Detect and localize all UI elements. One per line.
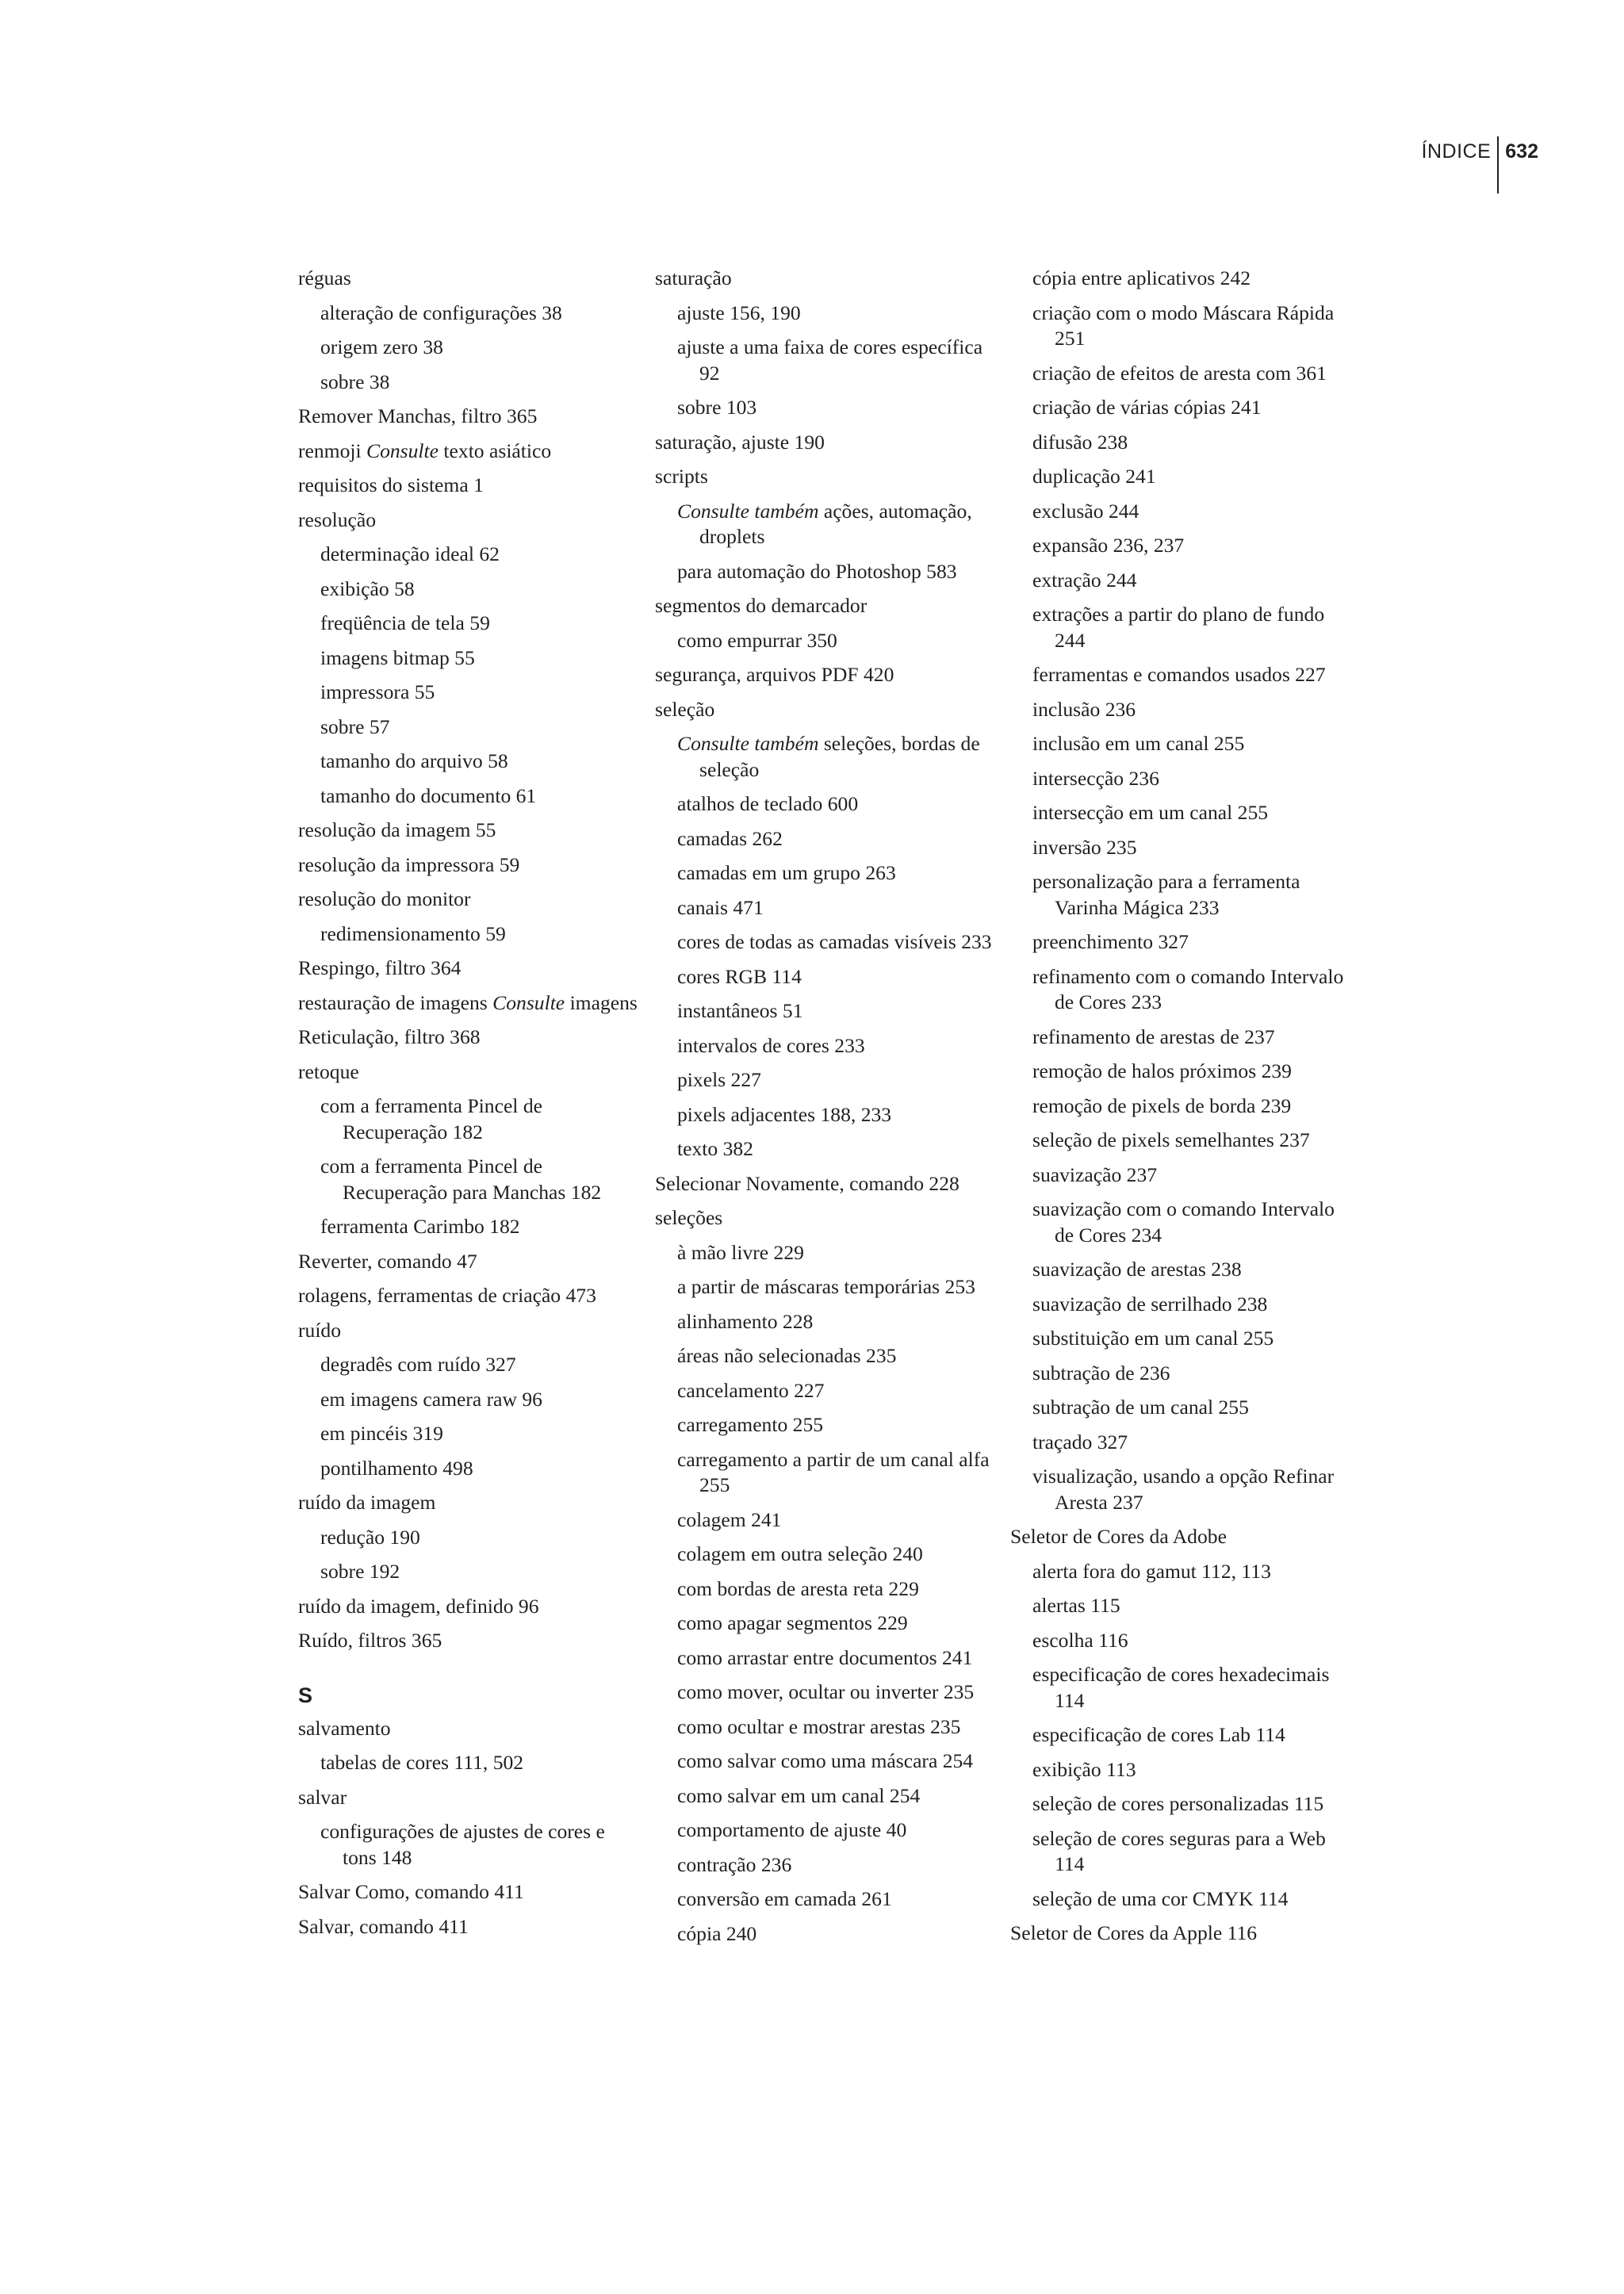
entry-text: Salvar Como, comando 411 bbox=[298, 1880, 524, 1903]
entry-text: comportamento de ajuste 40 bbox=[677, 1818, 907, 1841]
index-entry bbox=[298, 852, 639, 879]
entry-text: restauração de imagens bbox=[298, 990, 493, 1014]
index-subentry bbox=[655, 395, 1008, 421]
entry-text: personalização para a ferramenta Varinha Mágica 233 bbox=[1032, 870, 1300, 919]
entry-text: seleções, bordas de seleção bbox=[699, 732, 980, 781]
entry-text: como salvar em um canal 254 bbox=[677, 1783, 921, 1807]
entry-text: Seletor de Cores da Apple 116 bbox=[1010, 1921, 1258, 1944]
entry-text: réguas bbox=[298, 266, 351, 289]
entry-text: impressora 55 bbox=[320, 680, 435, 703]
index-entry bbox=[1010, 1524, 1351, 1550]
index-entry bbox=[298, 1249, 639, 1275]
entry-text: saturação, ajuste 190 bbox=[655, 430, 825, 454]
entry-text: com bordas de aresta reta 229 bbox=[677, 1576, 919, 1600]
entry-text: expansão 236, 237 bbox=[1032, 534, 1185, 557]
index-subentry bbox=[1010, 1826, 1351, 1878]
index-subentry bbox=[655, 1748, 1008, 1775]
index-subentry bbox=[1010, 1559, 1351, 1585]
index-subentry bbox=[1010, 1662, 1351, 1714]
entry-text: refinamento com o comando Intervalo de Cores 233 bbox=[1032, 964, 1344, 1013]
entry-text: Selecionar Novamente, comando 228 bbox=[655, 1171, 959, 1195]
entry-text: contração 236 bbox=[677, 1852, 792, 1876]
entry-text: difusão 238 bbox=[1032, 430, 1128, 454]
index-subentry bbox=[298, 1819, 639, 1871]
index-subentry bbox=[655, 1507, 1008, 1534]
index-subentry bbox=[655, 1378, 1008, 1404]
entry-text: imagens bbox=[565, 990, 638, 1014]
entry-text: Respingo, filtro 364 bbox=[298, 956, 462, 979]
entry-text: tamanho do arquivo 58 bbox=[320, 749, 508, 772]
index-subentry bbox=[298, 645, 639, 672]
index-subentry bbox=[298, 576, 639, 603]
index-subentry bbox=[1010, 1757, 1351, 1783]
index-subentry bbox=[1010, 835, 1351, 861]
index-entry bbox=[298, 266, 639, 292]
index-subentry bbox=[298, 1559, 639, 1585]
entry-text: subtração de um canal 255 bbox=[1032, 1396, 1249, 1419]
index-subentry bbox=[655, 1817, 1008, 1844]
entry-text: áreas não selecionadas 235 bbox=[677, 1344, 897, 1367]
cross-reference: Consulte bbox=[366, 439, 439, 462]
index-subentry bbox=[1010, 1361, 1351, 1387]
index-subentry bbox=[1010, 1326, 1351, 1352]
entry-text: rolagens, ferramentas de criação 473 bbox=[298, 1284, 596, 1307]
entry-text: a partir de máscaras temporárias 253 bbox=[677, 1275, 975, 1298]
entry-text: para automação do Photoshop 583 bbox=[677, 559, 957, 583]
entry-text: ajuste a uma faixa de cores específica 92 bbox=[677, 335, 983, 385]
entry-text: seleção bbox=[655, 697, 715, 721]
cross-reference: Consulte também bbox=[677, 499, 819, 523]
index-subentry bbox=[298, 1387, 639, 1413]
index-subentry bbox=[1010, 731, 1351, 757]
entry-text: colagem 241 bbox=[677, 1507, 782, 1531]
entry-text: texto 382 bbox=[677, 1137, 753, 1160]
index-subentry bbox=[1010, 499, 1351, 525]
entry-text: como apagar segmentos 229 bbox=[677, 1611, 908, 1634]
index-entry bbox=[298, 1785, 639, 1811]
entry-text: exibição 113 bbox=[1032, 1757, 1136, 1781]
index-entry bbox=[655, 697, 1008, 723]
index-subentry bbox=[655, 499, 1008, 550]
entry-text: suavização de arestas 238 bbox=[1032, 1258, 1242, 1281]
entry-text: conversão em camada 261 bbox=[677, 1887, 892, 1910]
entry-text: intervalos de cores 233 bbox=[677, 1033, 865, 1057]
entry-text: sobre 103 bbox=[677, 396, 757, 419]
index-subentry bbox=[1010, 568, 1351, 594]
entry-text: origem zero 38 bbox=[320, 335, 443, 358]
entry-text: seleção de cores personalizadas 115 bbox=[1032, 1792, 1324, 1815]
entry-text: inversão 235 bbox=[1032, 835, 1137, 859]
index-subentry bbox=[655, 998, 1008, 1024]
index-subentry bbox=[1010, 697, 1351, 723]
index-subentry bbox=[1010, 1722, 1351, 1748]
index-subentry bbox=[1010, 1162, 1351, 1189]
index-subentry bbox=[1010, 869, 1351, 921]
index-subentry bbox=[298, 749, 639, 775]
index-column-2 bbox=[655, 266, 1008, 1955]
entry-text: redução 190 bbox=[320, 1525, 420, 1549]
index-entry bbox=[298, 1318, 639, 1344]
index-subentry bbox=[655, 1136, 1008, 1162]
entry-text: sobre 57 bbox=[320, 714, 390, 738]
index-subentry bbox=[655, 860, 1008, 887]
entry-text: cores RGB 114 bbox=[677, 964, 802, 988]
entry-text: visualização, usando a opção Refinar Aresta 237 bbox=[1032, 1465, 1335, 1514]
index-subentry bbox=[655, 895, 1008, 921]
index-subentry bbox=[298, 1421, 639, 1447]
index-entry bbox=[298, 1283, 639, 1309]
index-subentry bbox=[298, 370, 639, 396]
index-subentry bbox=[655, 1610, 1008, 1637]
index-subentry bbox=[655, 929, 1008, 956]
entry-text: ruído da imagem bbox=[298, 1491, 436, 1514]
index-subentry bbox=[655, 1033, 1008, 1059]
entry-text: seleção de pixels semelhantes 237 bbox=[1032, 1128, 1310, 1151]
entry-text: Reticulação, filtro 368 bbox=[298, 1025, 481, 1048]
index-entry bbox=[655, 266, 1008, 292]
entry-text: scripts bbox=[655, 465, 708, 488]
index-subentry bbox=[655, 1343, 1008, 1369]
cross-reference: Consulte bbox=[492, 990, 565, 1014]
entry-text: criação de efeitos de aresta com 361 bbox=[1032, 361, 1327, 385]
index-entry bbox=[298, 1879, 639, 1905]
index-subentry bbox=[1010, 1093, 1351, 1120]
index-subentry bbox=[298, 1154, 639, 1205]
entry-text: canais 471 bbox=[677, 895, 764, 919]
index-entry bbox=[655, 593, 1008, 619]
index-subentry bbox=[1010, 266, 1351, 292]
index-subentry bbox=[1010, 301, 1351, 352]
entry-text: atalhos de teclado 600 bbox=[677, 792, 859, 815]
index-entry bbox=[298, 1059, 639, 1086]
entry-text: alteração de configurações 38 bbox=[320, 301, 562, 324]
index-subentry bbox=[655, 1576, 1008, 1603]
index-entry bbox=[298, 507, 639, 534]
index-subentry bbox=[655, 1645, 1008, 1672]
index-subentry bbox=[655, 1921, 1008, 1947]
index-subentry bbox=[298, 680, 639, 706]
index-entry bbox=[298, 887, 639, 913]
entry-text: Salvar, comando 411 bbox=[298, 1914, 469, 1938]
entry-text: ferramenta Carimbo 182 bbox=[320, 1215, 520, 1238]
entry-text: especificação de cores Lab 114 bbox=[1032, 1723, 1285, 1746]
index-subentry bbox=[298, 301, 639, 327]
entry-text: instantâneos 51 bbox=[677, 999, 803, 1022]
entry-text: ajuste 156, 190 bbox=[677, 301, 801, 324]
entry-text: Remover Manchas, filtro 365 bbox=[298, 404, 538, 427]
index-subentry bbox=[1010, 1791, 1351, 1817]
index-subentry bbox=[1010, 602, 1351, 653]
entry-text: intersecção 236 bbox=[1032, 766, 1159, 790]
index-subentry bbox=[1010, 1593, 1351, 1619]
index-subentry bbox=[298, 611, 639, 637]
entry-text: resolução da imagem 55 bbox=[298, 818, 496, 841]
index-entry bbox=[298, 1024, 639, 1051]
index-subentry bbox=[655, 1679, 1008, 1706]
entry-text: segmentos do demarcador bbox=[655, 594, 868, 617]
entry-text: carregamento 255 bbox=[677, 1413, 824, 1436]
index-subentry bbox=[298, 1750, 639, 1776]
index-subentry bbox=[298, 1352, 639, 1378]
entry-text: pixels adjacentes 188, 233 bbox=[677, 1102, 892, 1126]
page-number: 632 bbox=[1505, 140, 1538, 163]
entry-text: texto asiático bbox=[439, 439, 552, 462]
entry-text: com a ferramenta Pincel de Recuperação para Manchas 182 bbox=[320, 1155, 602, 1204]
entry-text: exclusão 244 bbox=[1032, 499, 1139, 523]
entry-text: como arrastar entre documentos 241 bbox=[677, 1645, 973, 1669]
index-subentry bbox=[1010, 533, 1351, 559]
entry-text: renmoji bbox=[298, 439, 367, 462]
index-entry bbox=[298, 1628, 639, 1654]
entry-text: imagens bitmap 55 bbox=[320, 645, 475, 669]
index-entry bbox=[298, 818, 639, 844]
index-subentry bbox=[1010, 430, 1351, 456]
index-subentry bbox=[1010, 1059, 1351, 1085]
entry-text: seleção de cores seguras para a Web 114 bbox=[1032, 1826, 1326, 1875]
index-subentry bbox=[655, 335, 1008, 386]
index-entry bbox=[298, 1716, 639, 1742]
entry-text: refinamento de arestas de 237 bbox=[1032, 1024, 1275, 1048]
index-entry bbox=[655, 464, 1008, 490]
index-entry bbox=[655, 1171, 1008, 1197]
entry-text: colagem em outra seleção 240 bbox=[677, 1542, 923, 1565]
index-entry bbox=[298, 956, 639, 982]
index-subentry bbox=[655, 1067, 1008, 1093]
index-subentry bbox=[1010, 1197, 1351, 1248]
index-subentry bbox=[1010, 1128, 1351, 1154]
section-letter: S bbox=[298, 1683, 313, 1707]
entry-text: como empurrar 350 bbox=[677, 628, 837, 652]
index-subentry bbox=[655, 964, 1008, 990]
entry-text: intersecção em um canal 255 bbox=[1032, 801, 1269, 824]
entry-text: resolução do monitor bbox=[298, 887, 471, 910]
index-entry bbox=[298, 473, 639, 499]
entry-text: sobre 192 bbox=[320, 1560, 400, 1583]
index-entry bbox=[298, 404, 639, 430]
entry-text: ruído bbox=[298, 1318, 342, 1342]
index-subentry bbox=[298, 783, 639, 810]
index-subentry bbox=[655, 1541, 1008, 1568]
entry-text: traçado 327 bbox=[1032, 1430, 1128, 1453]
index-subentry bbox=[298, 1525, 639, 1551]
cross-reference: Consulte também bbox=[677, 732, 819, 755]
index-subentry bbox=[1010, 800, 1351, 826]
entry-text: suavização com o comando Intervalo de Cores 234 bbox=[1032, 1197, 1335, 1247]
entry-text: carregamento a partir de um canal alfa 255 bbox=[677, 1447, 990, 1496]
index-column-3 bbox=[1010, 266, 1351, 1955]
index-subentry bbox=[655, 1412, 1008, 1438]
entry-text: criação com o modo Máscara Rápida 251 bbox=[1032, 301, 1335, 350]
index-entry bbox=[298, 1490, 639, 1516]
index-subentry bbox=[655, 1447, 1008, 1499]
entry-text: camadas em um grupo 263 bbox=[677, 861, 896, 884]
index-subentry bbox=[1010, 1292, 1351, 1318]
entry-text: com a ferramenta Pincel de Recuperação 182 bbox=[320, 1094, 542, 1143]
index-subentry bbox=[1010, 1257, 1351, 1283]
entry-text: remoção de halos próximos 239 bbox=[1032, 1059, 1292, 1082]
index-entry bbox=[298, 439, 639, 465]
entry-text: cópia 240 bbox=[677, 1921, 757, 1945]
entry-text: retoque bbox=[298, 1059, 359, 1083]
entry-text: alertas 115 bbox=[1032, 1594, 1120, 1617]
index-subentry bbox=[1010, 662, 1351, 688]
entry-text: inclusão 236 bbox=[1032, 697, 1136, 721]
index-subentry bbox=[1010, 929, 1351, 956]
index-subentry bbox=[655, 628, 1008, 654]
entry-text: redimensionamento 59 bbox=[320, 921, 506, 945]
entry-text: duplicação 241 bbox=[1032, 465, 1156, 488]
entry-text: requisitos do sistema 1 bbox=[298, 473, 484, 496]
entry-text: suavização 237 bbox=[1032, 1162, 1158, 1186]
index-subentry bbox=[298, 921, 639, 948]
index-subentry bbox=[655, 1309, 1008, 1335]
index-subentry bbox=[1010, 464, 1351, 490]
index-subentry bbox=[298, 335, 639, 361]
index-entry bbox=[655, 430, 1008, 456]
entry-text: extração 244 bbox=[1032, 568, 1137, 592]
entry-text: camadas 262 bbox=[677, 826, 783, 850]
entry-text: seleções bbox=[655, 1206, 723, 1229]
index-subentry bbox=[298, 1214, 639, 1240]
index-subentry bbox=[1010, 395, 1351, 421]
index-subentry bbox=[1010, 1628, 1351, 1654]
index-entry bbox=[655, 1205, 1008, 1231]
index-subentry bbox=[298, 714, 639, 741]
entry-text: ruído da imagem, definido 96 bbox=[298, 1594, 539, 1618]
entry-text: suavização de serrilhado 238 bbox=[1032, 1292, 1268, 1316]
entry-text: alinhamento 228 bbox=[677, 1309, 814, 1333]
index-subentry bbox=[655, 301, 1008, 327]
entry-text: extrações a partir do plano de fundo 244 bbox=[1032, 603, 1325, 652]
index-entry bbox=[298, 1594, 639, 1620]
index-subentry bbox=[655, 559, 1008, 585]
entry-text: como mover, ocultar ou inverter 235 bbox=[677, 1680, 975, 1703]
entry-text: pontilhamento 498 bbox=[320, 1456, 473, 1480]
index-subentry bbox=[655, 1240, 1008, 1266]
entry-text: configurações de ajustes de cores e tons 148 bbox=[320, 1820, 605, 1869]
entry-text: Ruído, filtros 365 bbox=[298, 1629, 442, 1652]
index-subentry bbox=[1010, 964, 1351, 1016]
index-subentry bbox=[1010, 1464, 1351, 1515]
entry-text: tamanho do documento 61 bbox=[320, 783, 537, 807]
entry-text: especificação de cores hexadecimais 114 bbox=[1032, 1663, 1330, 1712]
entry-text: exibição 58 bbox=[320, 576, 415, 600]
entry-text: freqüência de tela 59 bbox=[320, 611, 490, 634]
index-subentry bbox=[1010, 1430, 1351, 1456]
entry-text: salvamento bbox=[298, 1716, 391, 1740]
index-subentry bbox=[1010, 766, 1351, 792]
entry-text: substituição em um canal 255 bbox=[1032, 1327, 1274, 1350]
entry-text: Reverter, comando 47 bbox=[298, 1249, 477, 1273]
index-subentry bbox=[655, 1783, 1008, 1810]
entry-text: subtração de 236 bbox=[1032, 1361, 1170, 1384]
entry-text: remoção de pixels de borda 239 bbox=[1032, 1093, 1292, 1117]
index-subentry bbox=[1010, 1886, 1351, 1913]
index-entry bbox=[1010, 1921, 1351, 1947]
index-subentry bbox=[655, 1102, 1008, 1128]
entry-text: degradês com ruído 327 bbox=[320, 1353, 516, 1376]
running-header bbox=[1422, 136, 1538, 193]
entry-text: cancelamento 227 bbox=[677, 1378, 825, 1402]
entry-text: seleção de uma cor CMYK 114 bbox=[1032, 1886, 1289, 1910]
entry-text: tabelas de cores 111, 502 bbox=[320, 1751, 524, 1774]
index-entry bbox=[655, 662, 1008, 688]
index-subentry bbox=[655, 1714, 1008, 1741]
entry-text: cores de todas as camadas visíveis 233 bbox=[677, 930, 992, 953]
entry-text: Seletor de Cores da Adobe bbox=[1010, 1525, 1227, 1548]
entry-text: inclusão em um canal 255 bbox=[1032, 732, 1245, 755]
index-subentry bbox=[655, 791, 1008, 818]
entry-text: à mão livre 229 bbox=[677, 1240, 804, 1264]
index-column-1 bbox=[298, 266, 639, 1948]
index-subentry bbox=[1010, 1024, 1351, 1051]
entry-text: em imagens camera raw 96 bbox=[320, 1387, 542, 1411]
index-subentry bbox=[298, 1456, 639, 1482]
entry-text: ferramentas e comandos usados 227 bbox=[1032, 663, 1326, 686]
index-subentry bbox=[298, 542, 639, 568]
index-subentry bbox=[655, 1274, 1008, 1300]
section-title: ÍNDICE bbox=[1421, 140, 1492, 163]
entry-text: preenchimento 327 bbox=[1032, 930, 1189, 953]
entry-text: salvar bbox=[298, 1785, 347, 1809]
index-subentry bbox=[655, 1852, 1008, 1878]
index-subentry bbox=[1010, 361, 1351, 387]
entry-text: segurança, arquivos PDF 420 bbox=[655, 663, 894, 686]
index-subentry bbox=[655, 1886, 1008, 1913]
index-subentry bbox=[298, 1093, 639, 1145]
entry-text: criação de várias cópias 241 bbox=[1032, 396, 1262, 419]
entry-text: resolução bbox=[298, 507, 377, 531]
entry-text: como salvar como uma máscara 254 bbox=[677, 1749, 974, 1772]
index-entry bbox=[298, 1914, 639, 1940]
entry-text: resolução da impressora 59 bbox=[298, 852, 520, 876]
entry-text: pixels 227 bbox=[677, 1068, 761, 1091]
entry-text: em pincéis 319 bbox=[320, 1422, 443, 1445]
entry-text: determinação ideal 62 bbox=[320, 542, 500, 565]
index-subentry bbox=[1010, 1395, 1351, 1421]
entry-text: saturação bbox=[655, 266, 732, 289]
entry-text: escolha 116 bbox=[1032, 1628, 1128, 1652]
entry-text: como ocultar e mostrar arestas 235 bbox=[677, 1714, 961, 1738]
entry-text: ações, automação, droplets bbox=[699, 499, 972, 548]
entry-text: alerta fora do gamut 112, 113 bbox=[1032, 1559, 1271, 1583]
index-subentry bbox=[655, 731, 1008, 783]
index-entry bbox=[298, 990, 639, 1017]
index-subentry bbox=[655, 826, 1008, 852]
entry-text: cópia entre aplicativos 242 bbox=[1032, 266, 1251, 289]
entry-text: sobre 38 bbox=[320, 370, 390, 393]
